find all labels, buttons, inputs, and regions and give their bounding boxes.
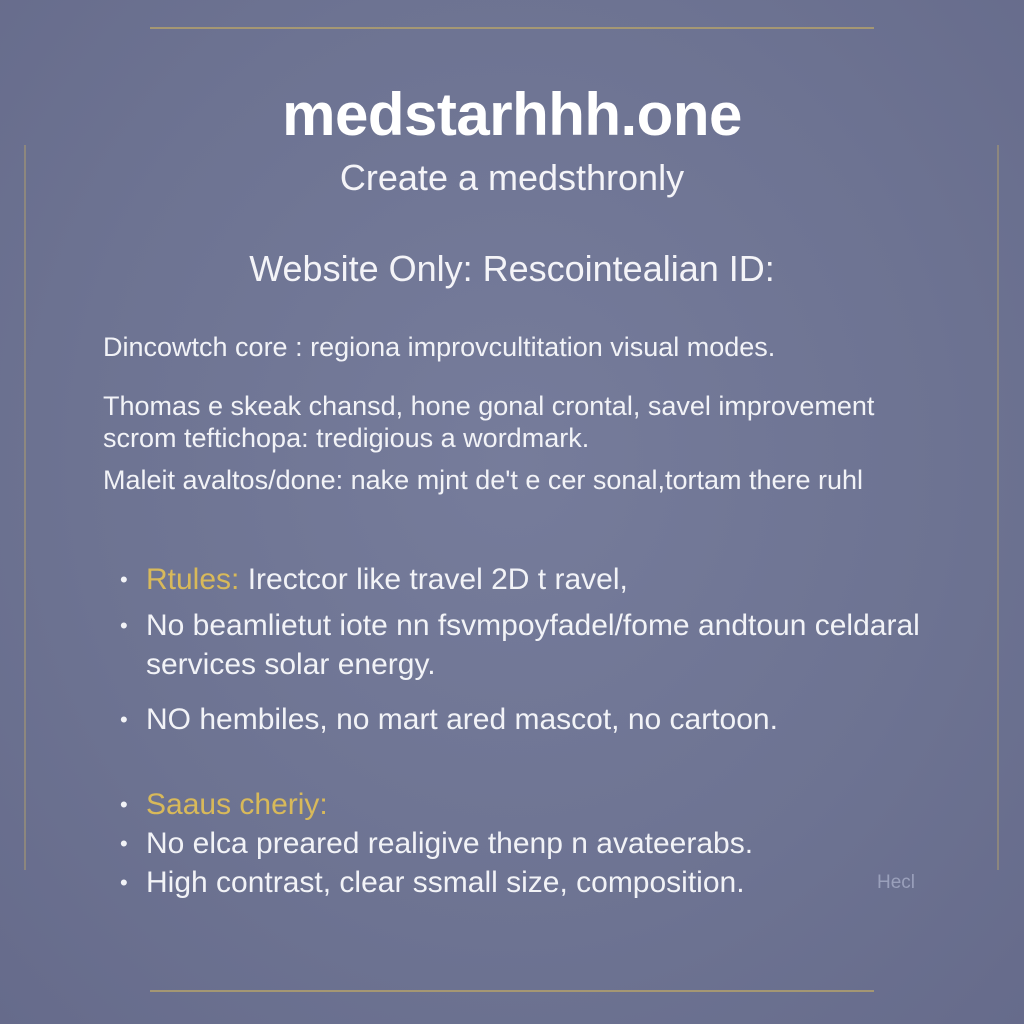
paragraph: Maleit avaltos/done: nake mjnt de't e cer sonal,tortam there ruhl bbox=[103, 465, 864, 495]
bottom-frame-line bbox=[150, 990, 874, 992]
bullet-item bbox=[120, 560, 920, 599]
bullet-dot: • bbox=[120, 567, 128, 592]
page-title: medstarhhh.one bbox=[282, 81, 742, 148]
bullet-dot: • bbox=[120, 831, 128, 856]
bullet-dot: • bbox=[120, 870, 128, 895]
top-frame-line bbox=[150, 27, 874, 29]
bullet-item bbox=[120, 824, 920, 863]
bullet-dot: • bbox=[120, 707, 128, 732]
bullet-label: Rtules: bbox=[146, 563, 240, 596]
bullet-item bbox=[120, 606, 920, 684]
section-heading: Website Only: Rescointealian ID: bbox=[249, 248, 775, 289]
bullet-item bbox=[120, 863, 920, 902]
bullet-body: Irectcor like travel 2D t ravel, bbox=[239, 563, 628, 596]
bullet-dot: • bbox=[120, 792, 128, 817]
bullet-body: No beamlietut iote nn fsvmpoyfadel/fome andtoun celdaral services solar energy. bbox=[146, 609, 920, 681]
corner-note: Hecl bbox=[877, 872, 916, 893]
bullet-item bbox=[120, 785, 920, 824]
bullet-text bbox=[146, 560, 920, 599]
bullet-item bbox=[120, 700, 920, 739]
paragraph: Dincowtch core : regiona improvcultitation visual modes. bbox=[103, 332, 776, 362]
bullet-dot: • bbox=[120, 613, 128, 638]
paragraph: Thomas e skeak chansd, hone gonal crontal, savel improvement scrom teftichopa: tredigious a wordmark. bbox=[103, 391, 875, 453]
bullet-body: No elca preared realigive thenp n avateerabs. bbox=[146, 827, 754, 860]
bullet-body: High contrast, clear ssmall size, composition. bbox=[146, 866, 745, 899]
page-subtitle: Create a medsthronly bbox=[339, 157, 685, 198]
bullet-label: Saaus cheriy: bbox=[146, 788, 328, 821]
bullet-body: NO hembiles, no mart ared mascot, no cartoon. bbox=[146, 703, 778, 736]
